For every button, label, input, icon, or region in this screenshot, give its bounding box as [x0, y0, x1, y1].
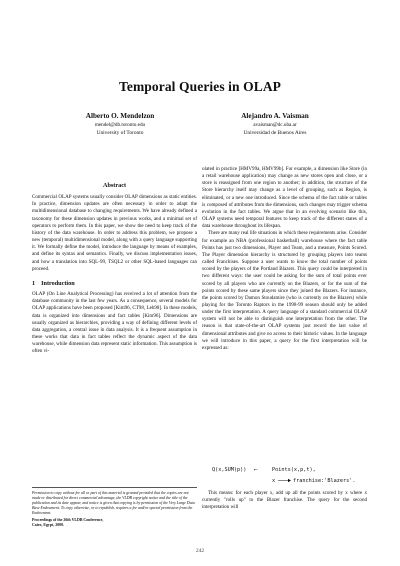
body-paragraph: This means: for each player x, add up all the points scored by x where x currently "rolls up" to the Blazer franchise. The query for the second interpretation will — [202, 490, 367, 511]
body-paragraph: There are many real life situations in which these requirements arise. Consider for example an NBA (professional basketball) warehouse where the fact table Points has just two dimensions, Player and Team, and a measure, Points Scored. The Player dimension hierarchy is structured by grouping players into teams called Franchises. Suppose a user wants to know the total number of points scored by the players of the Portland Blazers. This query could be interpreted in two different ways: the user could be asking for the sum of total points ever scored by all players who are currently on the Blazers, or for the sum of the points scored by these same players since they joined the Blazers. For instance, the points scored by Damon Stoudamire (who is currently on the Blazers) while playing for the Toronto Raptors in the 1998-99 season should only be added under the first interpretation. A query language of a standard commercial OLAP system will not be able to distinguish one interpretation from the other. The reason is that state-of-the-art OLAP systems just record the last value of dimensional attributes and give no access to their historic values. In the language we will introduce in this paper, a query for the first interpretation will be expressed as: — [202, 230, 367, 351]
query-arrow: ⟵ — [254, 467, 258, 473]
query-head: Q(x,SUM(p)) — [212, 467, 247, 473]
abstract-text: Commercial OLAP systems usually consider OLAP dimensions as static entities. In practice, dimension updates are often necessary in order to adapt the multidimensional database to changing requirements. We have already defined a taxonomy for these dimension updates in previous works, and a minimal set of operators to perform them. In this paper, we show the need to keep track of the history of the data warehouse. In order to address this problem, we propose a new (temporal) multidimensional model, along with a query language supporting it. We formally define the model, introduce the language by means of examples, and define its syntax and semantics. Finally, we discuss implementation issues, and how a translation into SQL-99, TSQL2 or other SQL-based languages can proceed. — [32, 194, 197, 272]
abstract-heading: Abstract — [102, 182, 127, 189]
right-column-continued — [202, 490, 367, 511]
author-name: Alejandro A. Vaisman — [241, 112, 309, 120]
author-name: Alberto O. Mendelzon — [85, 112, 155, 120]
copyright-footnote — [32, 487, 197, 528]
section-heading-introduction — [32, 280, 197, 287]
page-number: 242 — [195, 548, 205, 554]
proceedings-line-2: Cairo, Egypt, 2000. — [32, 523, 65, 527]
author-email: avaisman@dc.uba.ar — [253, 122, 297, 128]
right-column — [202, 166, 367, 352]
query-body-atom: Points(x,p,t), — [272, 467, 316, 473]
query-diagram — [212, 464, 372, 486]
query-var: x — [272, 478, 276, 484]
query-example — [212, 464, 372, 486]
paper-title: Temporal Queries in OLAP — [118, 79, 282, 94]
body-paragraph: olated in practice [HMV99a, HMV99b]. For example, a dimension like Store (in a retail warehouse application) may change as new stores open and close, or a store is reassigned from one region to another; in addition, the structure of the Store hierarchy itself may change as a level of grouping, such as Region, is eliminated, or a new one introduced. Since the schema of the fact table or tables is composed of attributes from the dimensions, such changes may trigger schema evolution in the fact tables. We argue that in an evolving scenario like this, OLAP systems need temporal features to keep track of the different states of a data warehouse throughout its lifespan. — [202, 166, 367, 230]
author-email: mendel@db.toronto.edu — [94, 122, 146, 128]
section-number: 1 — [32, 279, 36, 287]
query-rollup-condition: franchise:'Blazers'. — [293, 478, 356, 484]
author-affiliation: University of Toronto — [96, 130, 144, 136]
author-block-1 — [45, 112, 195, 137]
author-affiliation: Universidad de Buenos Aires — [243, 130, 307, 136]
rollup-arrow-head — [288, 479, 291, 482]
intro-paragraph: OLAP (On Line Analytical Processing) has received a lot of attention from the database community in the last few years. As a consequence, several models for OLAP applications have been proposed [Kim96, CT98, Leh98]. In these models, data is organized into dimensions and fact tables [Kim96]. Dimensions are usually organized as hierarchies, providing a way of defining different levels of data aggregation, a central issue in data analysis. It is a frequent assumption in these works that data in fact tables reflect the dynamic aspect of the data warehouse, while dimension data represent static information. This assumption is often vi- — [32, 291, 197, 355]
section-title: Introduction — [41, 279, 75, 287]
proceedings-line-1: Proceedings of the 26th VLDB Conference, — [32, 518, 104, 522]
left-column — [32, 166, 197, 355]
author-block-2 — [200, 112, 350, 137]
permission-notice: Permission to copy without fee all or part of this material is granted provided that the copies are not made or distributed for direct commercial advantage, the VLDB copyright notice and the title of the publication and its date appear, and notice is given that copying is by permission of the Very Large Data Base Endowment. To copy otherwise, or to republish, requires a fee and/or special permission from the Endowment. — [32, 491, 195, 515]
